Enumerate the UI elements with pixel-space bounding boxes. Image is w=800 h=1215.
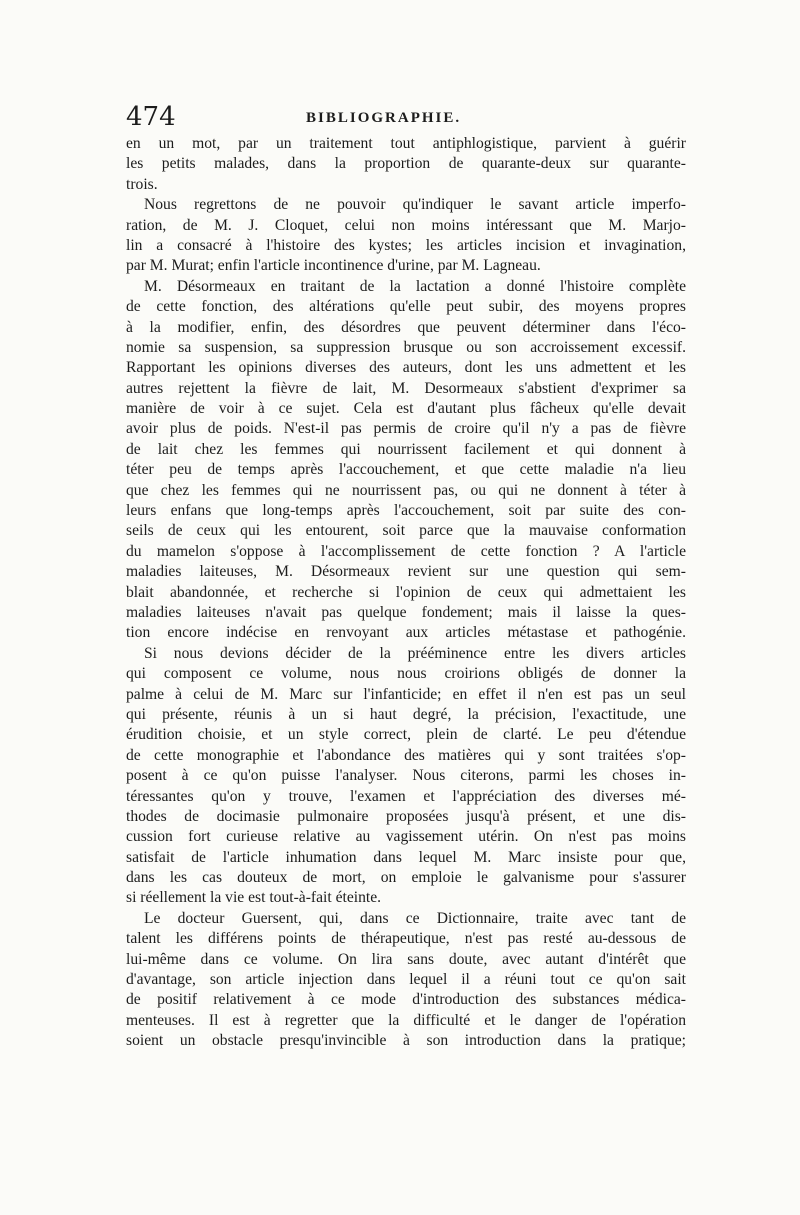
text-line: Si nous devions décider de la prééminence entre les divers articles xyxy=(144,644,686,662)
text-line: blait abandonnée, et recherche si l'opinion de ceux qui admettaient les xyxy=(126,583,686,601)
text-line: avoir plus de poids. N'est-il pas permis de croire qu'il n'y a pas de fièvre xyxy=(126,420,686,438)
text-line: du mamelon s'oppose à l'accomplissement de cette fonction ? A l'article xyxy=(126,542,686,560)
text-line: M. Désormeaux en traitant de la lactation a donné l'histoire complète xyxy=(144,277,686,295)
text-line: Rapportant les opinions diverses des auteurs, dont les uns admettent et les xyxy=(126,359,686,377)
text-line: maladies laiteuses n'avait pas quelque fondement; mais il laisse la ques- xyxy=(126,603,686,621)
text-line: menteuses. Il est à regretter que la difficulté et le danger de l'opération xyxy=(126,1011,686,1029)
text-line: Nous regrettons de ne pouvoir qu'indiquer le savant article imperfo- xyxy=(144,196,686,214)
text-line: manière de voir à ce sujet. Cela est d'autant plus fâcheux qu'elle devait xyxy=(126,400,686,418)
page-number: 474 xyxy=(126,102,176,132)
text-line: qui composent ce volume, nous nous croirions obligés de donner la xyxy=(126,665,686,683)
text-line: érudition choisie, et un style correct, plein de clarté. Le peu d'étendue xyxy=(126,726,686,744)
text-line: de lait chez les femmes qui nourrissent facilement et qui donnent à xyxy=(126,440,686,458)
text-line: de cette monographie et l'abondance des matières qui y sont traitées s'op- xyxy=(126,746,686,764)
text-line: posent à ce qu'on puisse l'analyser. Nous citerons, parmi les choses in- xyxy=(126,767,686,785)
running-head: BIBLIOGRAPHIE. xyxy=(306,110,462,126)
body-text xyxy=(126,134,686,1052)
text-line: qui présente, réunis à un si haut degré, la précision, l'exactitude, une xyxy=(126,705,686,723)
text-line: tion encore indécise en renvoyant aux articles métastase et pathogénie. xyxy=(126,624,686,642)
text-line: Le docteur Guersent, qui, dans ce Dictionnaire, traite avec tant de xyxy=(144,909,686,927)
text-line: téressantes qu'on y trouve, l'examen et l'appréciation des diverses mé- xyxy=(126,787,686,805)
text-line: ration, de M. J. Cloquet, celui non moins intéressant que M. Marjo- xyxy=(126,216,686,234)
text-line: lin a consacré à l'histoire des kystes; les articles incision et invagination, xyxy=(126,236,686,254)
text-line: à la modifier, enfin, des désordres que peuvent déterminer dans l'éco- xyxy=(126,318,686,336)
text-line: en un mot, par un traitement tout antiphlogistique, parvient à guérir xyxy=(126,135,686,152)
text-line: soient un obstacle presqu'invincible à son introduction dans la pratique; xyxy=(126,1032,686,1050)
text-line: trois. xyxy=(126,175,158,193)
text-line: lui-même dans ce volume. On lira sans doute, avec autant d'intérêt que xyxy=(126,950,686,968)
text-line: d'avantage, son article injection dans lequel il a réuni tout ce qu'on sait xyxy=(126,971,686,989)
text-line: dans les cas douteux de mort, on emploie le galvanisme pour s'assurer xyxy=(126,869,686,887)
text-line: maladies laiteuses, M. Désormeaux revient sur une question qui sem- xyxy=(126,563,686,581)
text-line: leurs enfans que long-temps après l'accouchement, soit par suite des con- xyxy=(126,502,686,520)
text-line: par M. Murat; enfin l'article incontinence d'urine, par M. Lagneau. xyxy=(126,257,541,275)
text-line: autres rejettent la fièvre de lait, M. Desormeaux s'abstient d'exprimer sa xyxy=(126,379,686,397)
page-header xyxy=(126,102,682,136)
text-line: de positif relativement à ce mode d'introduction des substances médica- xyxy=(126,991,686,1009)
text-line: cussion fort curieuse relative au vagissement utérin. On n'est pas moins xyxy=(126,828,686,846)
text-line: nomie sa suspension, sa suppression brusque ou son accroissement excessif. xyxy=(126,338,686,356)
text-line: palme à celui de M. Marc sur l'infanticide; en effet il n'en est pas un seul xyxy=(126,685,686,703)
text-line: seils de ceux qui les entourent, soit parce que la mauvaise conformation xyxy=(126,522,686,540)
text-line: téter peu de temps après l'accouchement, et que cette maladie n'a lieu xyxy=(126,461,686,479)
text-line: de cette fonction, des altérations qu'elle peut subir, des moyens propres xyxy=(126,298,686,316)
text-line: si réellement la vie est tout-à-fait éteinte. xyxy=(126,889,382,907)
text-line: que chez les femmes qui ne nourrissent pas, ou qui ne donnent à téter à xyxy=(126,481,686,499)
text-line: satisfait de l'article inhumation dans lequel M. Marc insiste pour que, xyxy=(126,848,686,866)
text-line: les petits malades, dans la proportion de quarante-deux sur quarante- xyxy=(126,155,686,173)
text-line: talent les différens points de thérapeutique, n'est pas resté au-dessous de xyxy=(126,930,686,948)
text-line: thodes de docimasie pulmonaire proposées jusqu'à présent, et une dis- xyxy=(126,807,686,825)
